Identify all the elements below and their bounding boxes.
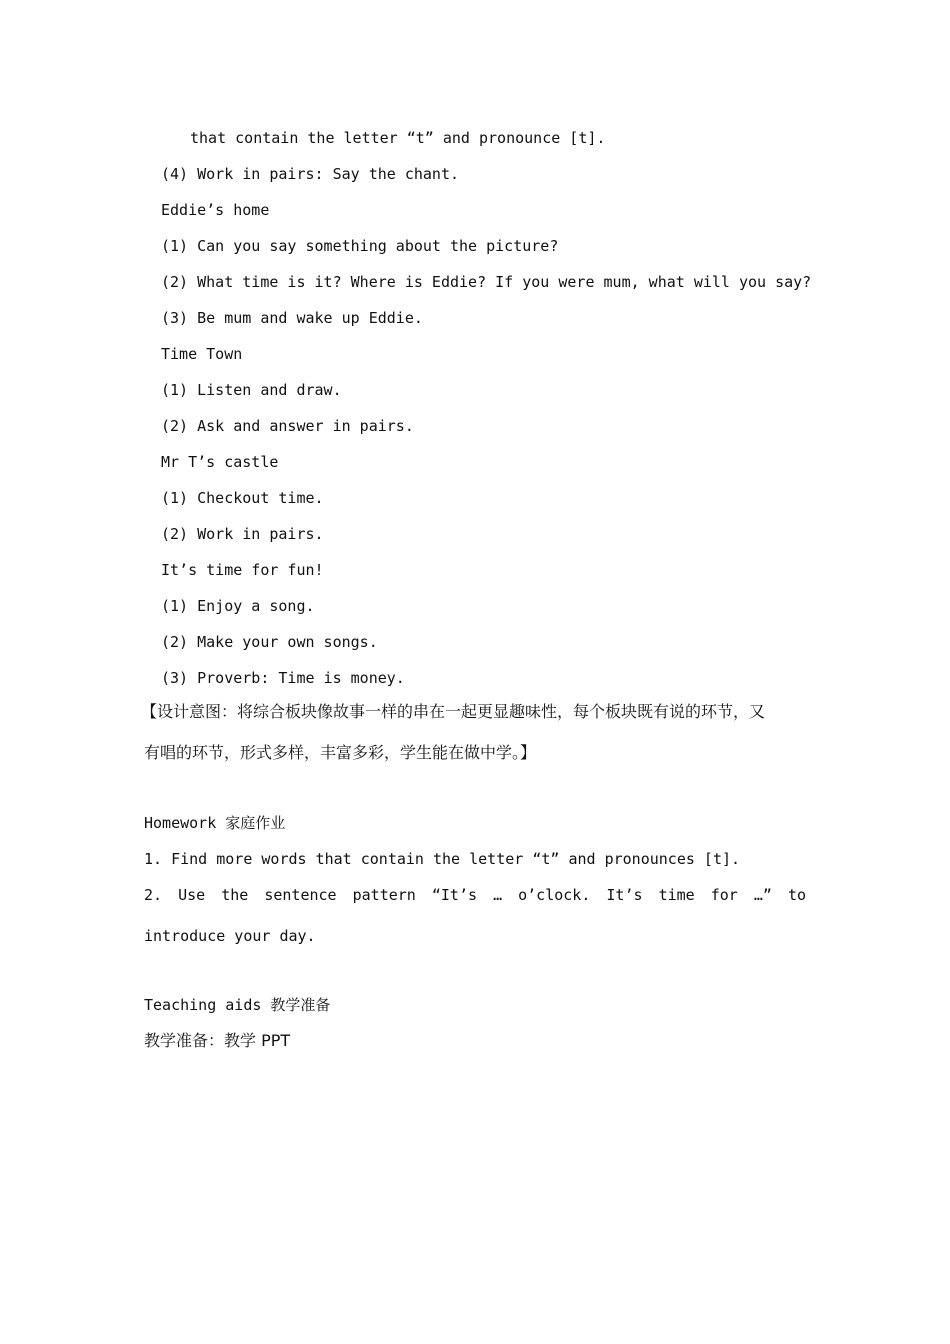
homework-item-2-word: 2. [144,886,163,904]
lesson-step-continuation: that contain the letter “t” and pronounce [t]. [190,129,606,147]
homework-item-2-word: for [710,886,738,904]
homework-item-2-word: Use [178,886,206,904]
homework-item-2-word: … [493,886,503,904]
lesson-step: (1) Can you say something about the picture? [161,237,559,255]
lesson-step: (2) Make your own songs. [161,633,378,651]
homework-item-2-word: It’s [606,886,643,904]
teaching-aids-content: 教学准备：教学 PPT [144,1031,291,1050]
homework-item-2-word: …” [753,886,772,904]
lesson-step: (1) Checkout time. [161,489,324,507]
homework-item-2-word: the [221,886,249,904]
homework-item-2-word: to [787,886,806,904]
lesson-step: (2) Work in pairs. [161,525,324,543]
homework-item-2-continuation: introduce your day. [144,927,316,945]
lesson-step: (3) Proverb: Time is money. [161,669,405,687]
section-heading-time-town: Time Town [161,345,243,363]
lesson-step: (1) Listen and draw. [161,381,342,399]
homework-item-2 [144,885,806,905]
lesson-step: (1) Enjoy a song. [161,597,315,615]
section-heading-eddies-home: Eddie’s home [161,201,270,219]
homework-item-2-word: o’clock. [518,886,591,904]
homework-item-2-word: sentence [264,886,337,904]
design-intent-line-2: 有唱的环节，形式多样，丰富多彩，学生能在做中学。】 [144,743,537,762]
homework-item-2-word: time [658,886,695,904]
lesson-step: (2) Ask and answer in pairs. [161,417,414,435]
section-heading-mr-ts-castle: Mr T’s castle [161,453,279,471]
section-heading-its-time-for-fun: It’s time for fun! [161,561,324,579]
homework-item-2-word: pattern [352,886,416,904]
lesson-step: (2) What time is it? Where is Eddie? If you were mum, what will you say? [161,273,812,291]
lesson-step: (3) Be mum and wake up Eddie. [161,309,423,327]
homework-item-2-word: “It’s [431,886,478,904]
teaching-aids-heading: Teaching aids 教学准备 [144,996,331,1014]
design-intent-line-1: 【设计意图：将综合板块像故事一样的串在一起更显趣味性，每个板块既有说的环节，又 [141,702,766,721]
lesson-step: (4) Work in pairs: Say the chant. [161,165,460,183]
homework-heading: Homework 家庭作业 [144,814,286,832]
homework-item-1: 1. Find more words that contain the letter “t” and pronounces [t]. [144,850,741,868]
